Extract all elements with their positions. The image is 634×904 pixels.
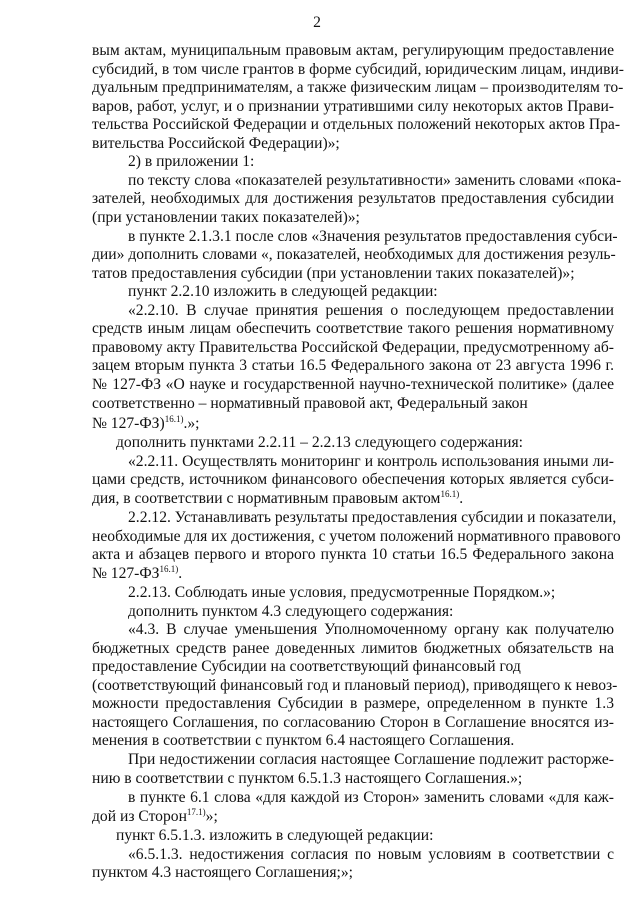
text-line: тельства Российской Федерации и отдельных положений некоторых актов Пра- xyxy=(92,116,621,133)
text-line: (при установлении таких показателей)»; xyxy=(92,209,360,226)
text-line: можности предоставления Субсидии в размере, определенном в пункте 1.3 xyxy=(92,695,614,712)
text-line: № $127-ФЗ^{16.1)}$. xyxy=(92,564,183,582)
text-line: дополнить пунктами 2.2.11 – 2.2.13 следующего содержания: xyxy=(116,434,523,451)
text-line: 2.2.12. Устанавливать результаты предоставления субсидии и показатели, xyxy=(128,509,617,526)
text-line: дия, в соответствии с нормативным правовым актом$^{16.1)}$. xyxy=(92,489,464,507)
footnote-marker: 16.1) xyxy=(440,489,460,499)
text-line: 2.2.13. Соблюдать иные условия, предусмотренные Порядком.»; xyxy=(128,584,556,601)
footnote-marker: 16.1) xyxy=(159,564,179,574)
text-line: № 127-ФЗ «О науке и государственной научно-технической политике» (далее xyxy=(92,376,614,393)
text-line: необходимые для их достижения, с учетом положений нормативного правового xyxy=(92,528,621,545)
text-line: субсидий, в том числе грантов в форме субсидий, юридическим лицам, индиви- xyxy=(92,61,624,78)
text-line: «6.5.1.3. недостижения согласия по новым условиям в соответствии с xyxy=(128,846,614,863)
text-line: дополнить пунктом 4.3 следующего содержания: xyxy=(128,603,454,620)
text-line: акта и абзацев первого и второго пункта 10 статьи 16.5 Федерального закона xyxy=(92,546,614,563)
text-line: вительства Российской Федерации)»; xyxy=(92,135,340,152)
text-line: № 127-ФЗ)$^{16.1)}$.»; xyxy=(92,414,200,432)
text-line: вым актам, муниципальным правовым актам, регулирующим предоставление xyxy=(92,42,614,59)
text-line: дуальным предпринимателям, а также физическим лицам – производителям то- xyxy=(92,79,624,96)
text-line: по тексту слова «показателей результативности» заменить словами «пока- xyxy=(128,172,622,189)
text-line: предоставление Субсидии на соответствующий финансовый год xyxy=(92,658,521,675)
text-line: в пункте 2.1.3.1 после слов «Значения результатов предоставления субси- xyxy=(128,228,618,245)
text-line: в пункте 6.1 слова «для каждой из Сторон» заменить словами «для каж- xyxy=(128,789,614,806)
text-line: дой из Сторон$^{17.1)}$»; xyxy=(92,807,218,825)
text-line: татов предоставления субсидии (при установлении таких показателей)»; xyxy=(92,265,575,282)
text-line: пунктом 4.3 настоящего Соглашения;»; xyxy=(92,864,353,881)
text-line: соответственно – нормативный правовой акт, Федеральный закон xyxy=(92,395,528,412)
text-line: менения в соответствии с пунктом 6.4 настоящего Соглашения. xyxy=(92,732,515,749)
text-line: правовому акту Правительства Российской Федерации, предусмотренному аб- xyxy=(92,339,614,356)
text-line: настоящего Соглашения, по согласованию Сторон в Соглашение вносятся из- xyxy=(92,714,614,731)
text-line: бюджетных средств ранее доведенных лимитов бюджетных обязательств на xyxy=(92,640,614,657)
text-line: «2.2.11. Осуществлять мониторинг и контроль использования иными ли- xyxy=(128,453,614,470)
text-line: «2.2.10. В случае принятия решения о последующем предоставлении xyxy=(128,302,614,319)
text-line: средств иным лицам обеспечить соответствие такого решения нормативному xyxy=(92,320,614,337)
footnote-marker: 17.1) xyxy=(186,807,206,817)
page-number: 2 xyxy=(313,14,321,31)
text-line: (соответствующий финансовый год и плановый период), приводящего к невоз- xyxy=(92,677,618,694)
text-line: нию в соответствии с пунктом 6.5.1.3 настоящего Соглашения.»; xyxy=(92,770,523,787)
text-line: пункт 6.5.1.3. изложить в следующей редакции: xyxy=(116,827,434,844)
text-line: варов, работ, услуг, и о признании утратившими силу некоторых актов Прави- xyxy=(92,98,614,115)
text-line: 2) в приложении 1: xyxy=(128,153,255,170)
text-line: «4.3. В случае уменьшения Уполномоченному органу как получателю xyxy=(128,621,614,638)
text-line: дии» дополнить словами «, показателей, необходимых для достижения резуль- xyxy=(92,246,616,263)
text-line: пункт 2.2.10 изложить в следующей редакции: xyxy=(128,283,438,300)
footnote-marker: 16.1) xyxy=(164,414,184,424)
text-line: При недостижении согласия настоящее Соглашение подлежит расторже- xyxy=(128,751,614,768)
text-line: цами средств, источником финансового обеспечения которых является субси- xyxy=(92,471,614,488)
text-line: зателей, необходимых для достижения результатов предоставления субсидии xyxy=(92,190,614,207)
text-line: зацем вторым пункта 3 статьи 16.5 Федерального закона от 23 августа 1996 г. xyxy=(92,357,614,374)
